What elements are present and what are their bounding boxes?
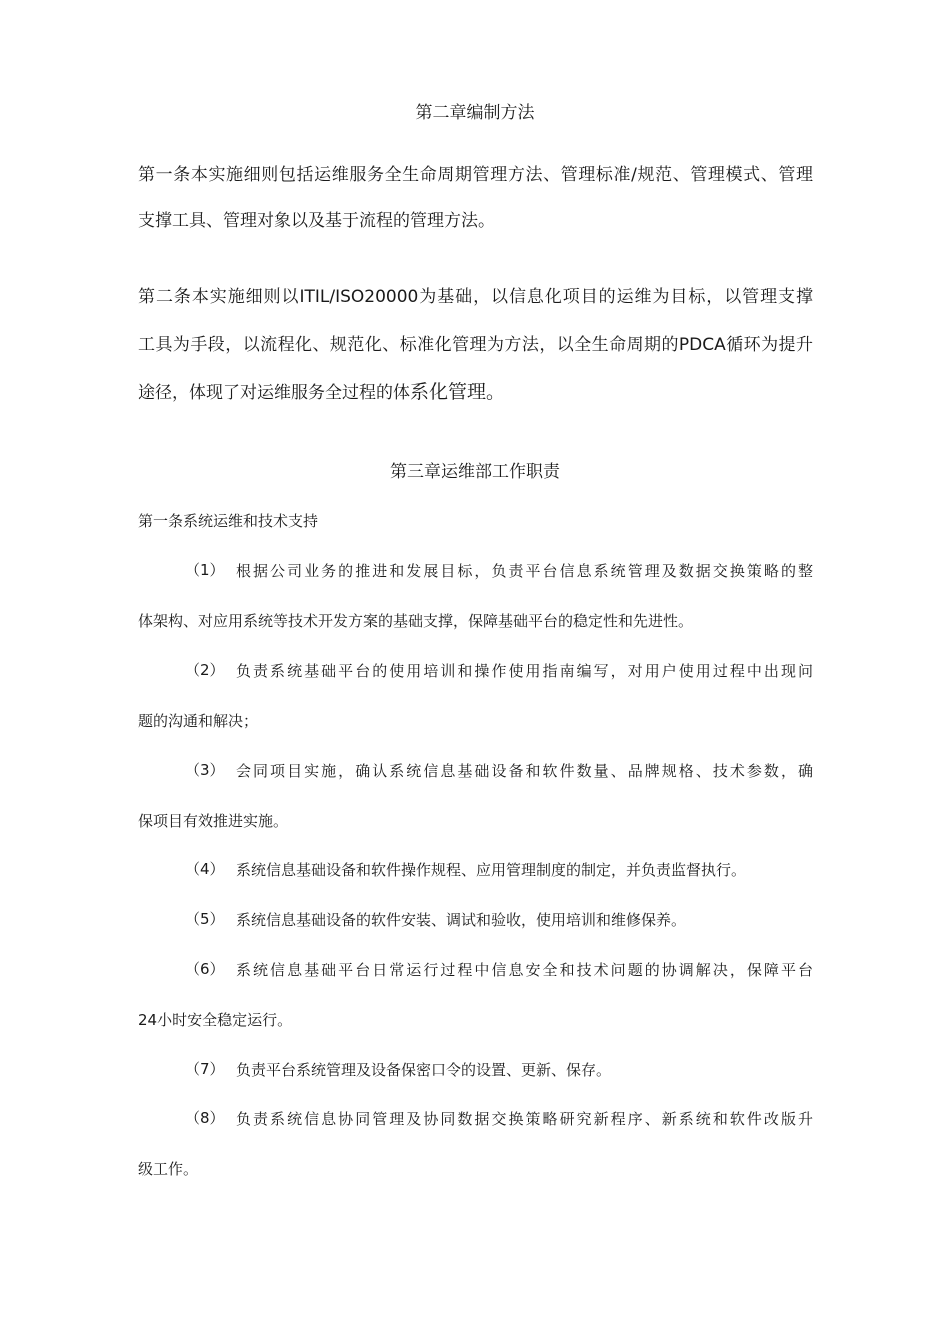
item2-line2: 题的沟通和解决； [138, 712, 259, 730]
ch2-article2-line3-tail: 系化管理。 [410, 381, 506, 403]
chapter2-title: 第二章编制方法 [415, 103, 535, 123]
item3-line2: 保项目有效推进实施。 [138, 812, 289, 830]
ch2-article2-line2: 工具为手段，以流程化、规范化、标准化管理为方法，以全生命周期的PDCA循环为提升 [138, 335, 813, 355]
item7-line1: 负责平台系统管理及设备保密口令的设置、更新、保存。 [236, 1061, 612, 1079]
ch2-article1-line1: 第一条本实施细则包括运维服务全生命周期管理方法、管理标准/规范、管理模式、管理 [138, 165, 813, 185]
item5-line1: 系统信息基础设备的软件安装、调试和验收，使用培训和维修保养。 [236, 911, 687, 929]
item3-number: （3） [185, 761, 225, 779]
ch2-article2-line3-text: 途径，体现了对运维服务全过程的体 [138, 383, 410, 403]
item4-number: （4） [185, 860, 225, 878]
item1-line2: 体架构、对应用系统等技术开发方案的基础支撑，保障基础平台的稳定性和先进性。 [138, 612, 694, 630]
item8-line2: 级工作。 [138, 1160, 199, 1178]
item8-number: （8） [185, 1109, 225, 1127]
item5-number: （5） [185, 910, 225, 928]
item8-line1: 负责系统信息协同管理及协同数据交换策略研究新程序、新系统和软件改版升 [236, 1110, 813, 1128]
item6-line1: 系统信息基础平台日常运行过程中信息安全和技术问题的协调解决，保障平台 [236, 961, 813, 979]
chapter3-title: 第三章运维部工作职责 [390, 462, 560, 482]
item1-line1: 根据公司业务的推进和发展目标，负责平台信息系统管理及数据交换策略的整 [236, 562, 813, 580]
item1-number: （1） [185, 561, 225, 579]
ch2-article1-line2: 支撑工具、管理对象以及基于流程的管理方法。 [138, 211, 495, 231]
ch3-article1-title: 第一条系统运维和技术支持 [138, 512, 319, 530]
item6-line2: 24小时安全稳定运行。 [138, 1011, 293, 1029]
ch2-article2-line3 [138, 380, 505, 405]
item6-number: （6） [185, 960, 225, 978]
item2-number: （2） [185, 661, 225, 679]
ch2-article2-line1: 第二条本实施细则以ITIL/ISO20000为基础，以信息化项目的运维为目标，以管理支撑 [138, 287, 813, 307]
item4-line1: 系统信息基础设备和软件操作规程、应用管理制度的制定，并负责监督执行。 [236, 861, 747, 879]
item3-line1: 会同项目实施，确认系统信息基础设备和软件数量、品牌规格、技术参数，确 [236, 762, 813, 780]
item2-line1: 负责系统基础平台的使用培训和操作使用指南编写，对用户使用过程中出现问 [236, 662, 813, 680]
item7-number: （7） [185, 1060, 225, 1078]
